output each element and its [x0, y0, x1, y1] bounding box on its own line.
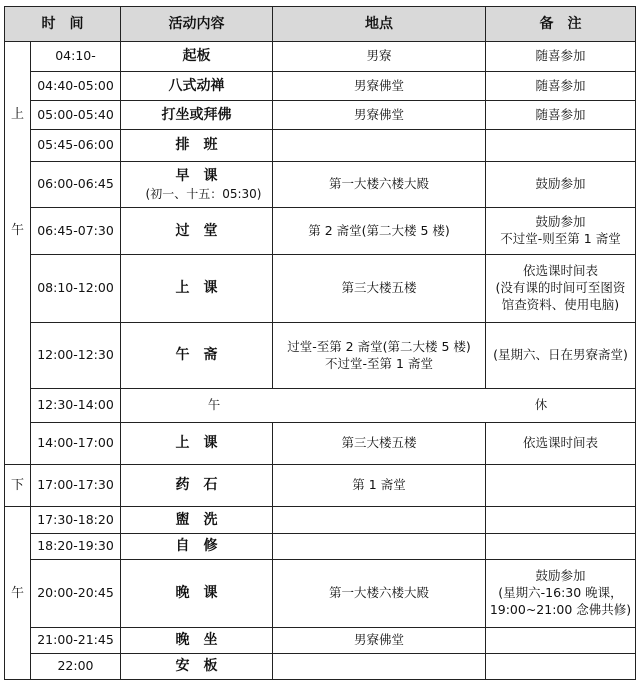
activity-cell: 药石 [121, 465, 273, 507]
header-note: 备 注 [486, 7, 636, 42]
note-cell [486, 560, 636, 628]
table-row [5, 389, 636, 423]
location-cell [273, 507, 486, 534]
table-row [5, 101, 636, 130]
time-cell: 20:00-20:45 [31, 560, 121, 628]
activity-cell: 上课 [121, 423, 273, 465]
note-line: (没有课的时间可至图资 [495, 280, 626, 296]
rest-cell [121, 389, 636, 423]
time-cell: 12:30-14:00 [31, 389, 121, 423]
period-cell [5, 42, 31, 72]
note-cell [486, 628, 636, 654]
location-line: 不过堂-至第 1 斋堂 [325, 355, 433, 371]
activity-cell: 起板 [121, 42, 273, 72]
rest-label-right: 休 [534, 397, 548, 413]
time-cell: 04:10- [31, 42, 121, 72]
location-cell: 第 2 斋堂(第二大楼 5 楼) [273, 208, 486, 255]
time-cell: 04:40-05:00 [31, 72, 121, 101]
period-cell [5, 389, 31, 423]
table-row [5, 423, 636, 465]
table-row [5, 654, 636, 680]
activity-cell: 晚坐 [121, 628, 273, 654]
note-line: (星期六-16:30 晚课， [498, 585, 623, 601]
note-line: 依选课时间表 [522, 263, 598, 279]
header-location: 地点 [273, 7, 486, 42]
note-cell: 随喜参加 [486, 72, 636, 101]
period-label-noon: 午 [5, 208, 31, 255]
activity-cell: 盥洗 [121, 507, 273, 534]
schedule-table [4, 6, 636, 680]
table-row [5, 507, 636, 534]
note-cell: 随喜参加 [486, 42, 636, 72]
note-cell: 鼓励参加 [486, 162, 636, 208]
period-cell [5, 628, 31, 654]
location-cell [273, 534, 486, 560]
header-time: 时 间 [5, 7, 121, 42]
location-cell [273, 130, 486, 162]
period-cell [5, 423, 31, 465]
location-cell: 第三大楼五楼 [273, 255, 486, 323]
location-line: 过堂-至第 2 斋堂(第二大楼 5 楼) [287, 338, 471, 354]
activity-cell: 过堂 [121, 208, 273, 255]
note-cell: 随喜参加 [486, 101, 636, 130]
note-cell [486, 654, 636, 680]
activity-cell: 安板 [121, 654, 273, 680]
activity-cell: 自修 [121, 534, 273, 560]
time-cell: 14:00-17:00 [31, 423, 121, 465]
note-cell: 依选课时间表 [486, 423, 636, 465]
activity-main: 早课 [175, 167, 232, 184]
table-row [5, 465, 636, 507]
location-cell: 男寮 [273, 42, 486, 72]
time-cell: 22:00 [31, 654, 121, 680]
period-cell [5, 323, 31, 389]
header-activity: 活动内容 [121, 7, 273, 42]
note-cell [486, 507, 636, 534]
note-line: 不过堂-则至第 1 斋堂 [500, 231, 621, 246]
rest-label-left: 午 [207, 397, 221, 413]
table-row [5, 130, 636, 162]
activity-cell: 晚课 [121, 560, 273, 628]
time-cell: 12:00-12:30 [31, 323, 121, 389]
time-cell: 06:45-07:30 [31, 208, 121, 255]
activity-cell: 八式动禅 [121, 72, 273, 101]
header-row [5, 7, 636, 42]
note-cell: (星期六、日在男寮斋堂) [486, 323, 636, 389]
note-line: 19:00~21:00 念佛共修) [489, 601, 632, 617]
time-cell: 06:00-06:45 [31, 162, 121, 208]
location-cell: 男寮佛堂 [273, 628, 486, 654]
note-cell [486, 208, 636, 255]
note-cell [486, 130, 636, 162]
location-cell: 第一大楼六楼大殿 [273, 560, 486, 628]
period-label-eve: 午 [5, 560, 31, 628]
period-label-pm: 下 [5, 465, 31, 507]
note-cell [486, 255, 636, 323]
time-cell: 05:00-05:40 [31, 101, 121, 130]
period-cell [5, 72, 31, 101]
location-cell: 第 1 斋堂 [273, 465, 486, 507]
period-cell [5, 534, 31, 560]
location-cell [273, 654, 486, 680]
time-cell: 17:30-18:20 [31, 507, 121, 534]
table-row [5, 208, 636, 255]
period-cell [5, 654, 31, 680]
activity-cell: 午斋 [121, 323, 273, 389]
table-row [5, 42, 636, 72]
location-cell: 第一大楼六楼大殿 [273, 162, 486, 208]
location-cell: 男寮佛堂 [273, 101, 486, 130]
table-row [5, 255, 636, 323]
location-cell: 第三大楼五楼 [273, 423, 486, 465]
note-line: 鼓励参加 [535, 568, 586, 584]
note-line: 鼓励参加 [535, 214, 586, 230]
location-cell [273, 323, 486, 389]
time-cell: 21:00-21:45 [31, 628, 121, 654]
table-row [5, 323, 636, 389]
note-cell [486, 465, 636, 507]
table-row [5, 72, 636, 101]
period-label-am: 上 [5, 101, 31, 130]
note-line: 馆查资料、使用电脑) [501, 296, 620, 312]
note-cell [486, 534, 636, 560]
table-row [5, 534, 636, 560]
time-cell: 17:00-17:30 [31, 465, 121, 507]
table-row [5, 560, 636, 628]
activity-cell: 排班 [121, 130, 273, 162]
period-cell [5, 255, 31, 323]
period-cell [5, 162, 31, 208]
time-cell: 05:45-06:00 [31, 130, 121, 162]
activity-cell: 打坐或拜佛 [121, 101, 273, 130]
activity-sub: (初一、十五：05:30) [145, 186, 262, 201]
activity-cell: 上课 [121, 255, 273, 323]
time-cell: 18:20-19:30 [31, 534, 121, 560]
activity-cell [121, 162, 273, 208]
time-cell: 08:10-12:00 [31, 255, 121, 323]
location-cell: 男寮佛堂 [273, 72, 486, 101]
period-cell [5, 130, 31, 162]
period-cell [5, 507, 31, 534]
table-row [5, 162, 636, 208]
table-row [5, 628, 636, 654]
